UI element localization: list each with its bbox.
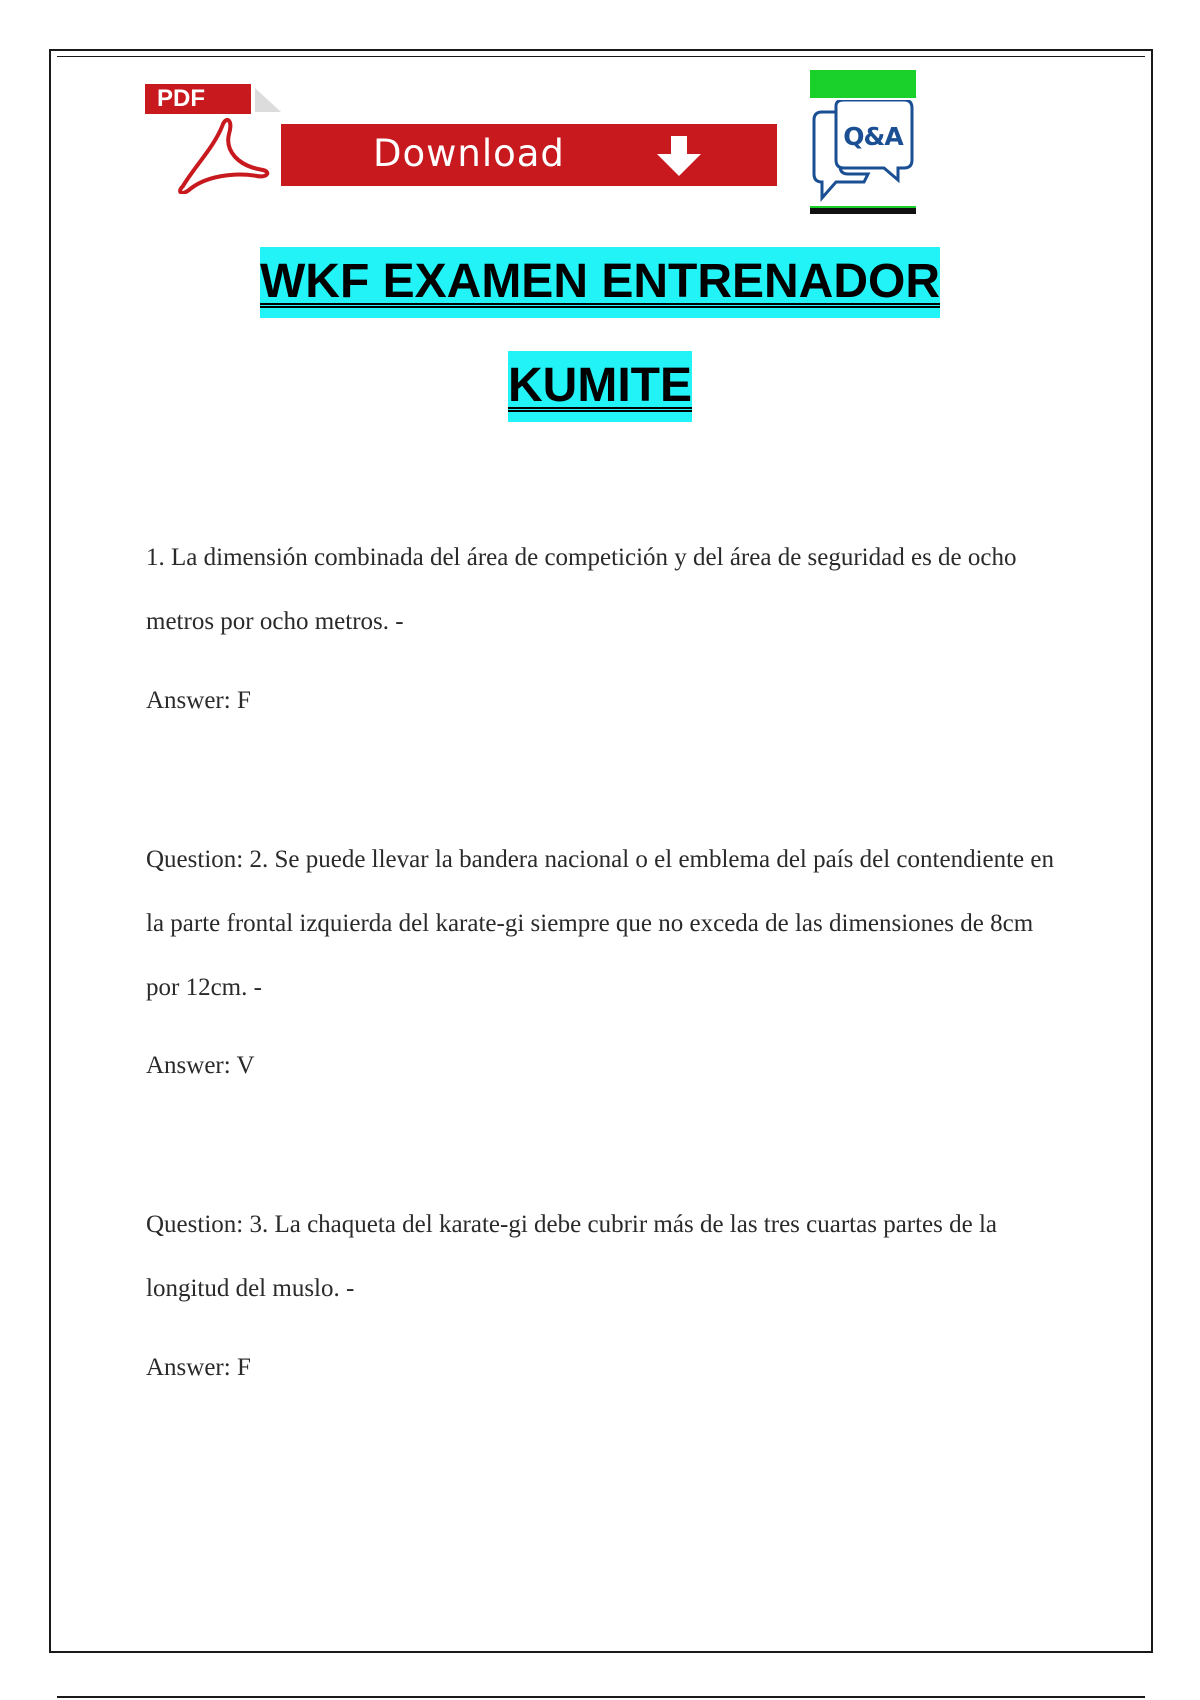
question-1-text: 1. La dimensión combinada del área de competición y del área de seguridad es de ocho metros por ocho metros. -: [146, 544, 1017, 635]
title-line1-text: WKF EXAMEN ENTRENADOR: [260, 247, 940, 318]
question-3: [146, 1193, 1066, 1321]
qa-top-bar: [810, 70, 916, 98]
question-2-text: Question: 2. Se puede llevar la bandera nacional o el emblema del país del contendiente en la parte frontal izquierda del karate-gi siempre que no exceda de las dimensiones de 8cm por 12cm. -: [146, 846, 1054, 1001]
footer-rule: [57, 1696, 1145, 1698]
answer-2: Answer: V: [146, 1052, 255, 1079]
question-2: [146, 828, 1066, 1020]
pdf-download-banner[interactable]: [145, 80, 777, 202]
question-1: [146, 526, 1066, 654]
download-button[interactable]: [271, 124, 777, 186]
qa-badge[interactable]: [810, 70, 916, 214]
qa-label: Q&A: [843, 122, 903, 151]
title-line2-text: KUMITE: [508, 351, 692, 422]
document-title-line2: [0, 358, 1200, 413]
answer-3: Answer: F: [146, 1354, 251, 1381]
download-label: Download: [373, 132, 565, 175]
pdf-tag: PDF: [145, 84, 251, 114]
qa-bottom-bar: [810, 208, 916, 214]
chat-bubbles-icon: [810, 100, 916, 211]
arrow-down-icon: [655, 136, 703, 181]
answer-1: Answer: F: [146, 687, 251, 714]
document-title-line1: [0, 254, 1200, 309]
question-3-text: Question: 3. La chaqueta del karate-gi debe cubrir más de las tres cuartas partes de la longitud del muslo. -: [146, 1211, 998, 1302]
